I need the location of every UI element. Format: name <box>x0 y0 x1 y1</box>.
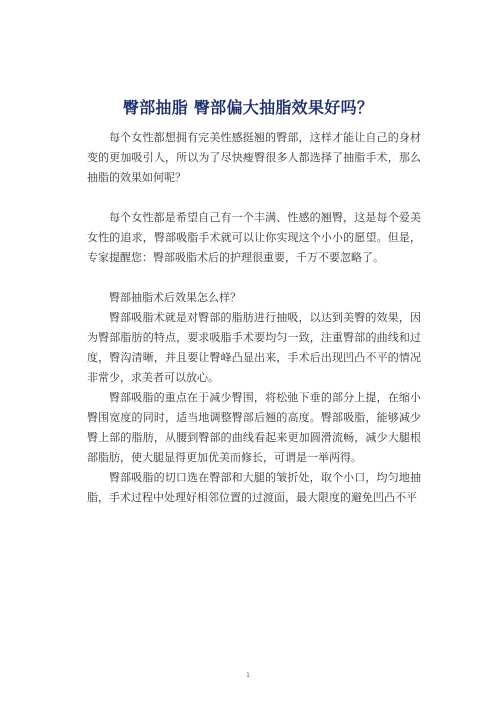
intro-paragraph: 每个女性都想拥有完美性感挺翘的臀部，这样才能让自己的身材变的更加吸引人，所以为了尽快瘦臀很多人都选择了抽脂手术，那么抽脂的效果如何呢？ <box>87 131 421 184</box>
paragraph-spacer <box>87 188 421 208</box>
section-heading: 臀部抽脂术后效果怎么样？ <box>109 291 241 304</box>
document-body <box>87 128 421 508</box>
focus-paragraph: 臀部吸脂的重点在于减少臀围，将松弛下垂的部分上提，在缩小臀围宽度的同时，适当地调整臀部后翘的高度。臀部吸脂，能够减少臀上部的脂肪，从腰到臀部的曲线看起来更加圆滑流畅，减少大腿根部脂肪，使大腿显得更加优美而修长，可谓是一举两得。 <box>87 391 421 464</box>
document-title: 臀部抽脂 臀部偏大抽脂效果好吗？ <box>122 98 374 117</box>
incision-paragraph: 臀部吸脂的切口选在臀部和大腿的皱折处，取个小口，均匀地抽脂，手术过程中处理好相邻位置的过渡面，最大限度的避免凹凸不平 <box>87 471 421 504</box>
page-number: 1 <box>246 672 250 679</box>
paragraph-spacer <box>87 268 421 288</box>
second-paragraph: 每个女性都是希望自己有一个丰满、性感的翘臀，这是每个爱美女性的追求，臀部吸脂手术就可以让你实现这个小小的愿望。但是，专家提醒您：臀部吸脂术后的护理很重要，千万不要忽略了。 <box>87 211 421 264</box>
effect-paragraph: 臀部吸脂术就是对臀部的脂肪进行抽吸，以达到美臀的效果，因为臀部脂肪的特点，要求吸脂手术要均匀一致，注重臀部的曲线和过度，臀沟清晰，并且要让臀峰凸显出来，手术后出现凹凸不平的情况非常少，求美者可以放心。 <box>87 311 421 384</box>
